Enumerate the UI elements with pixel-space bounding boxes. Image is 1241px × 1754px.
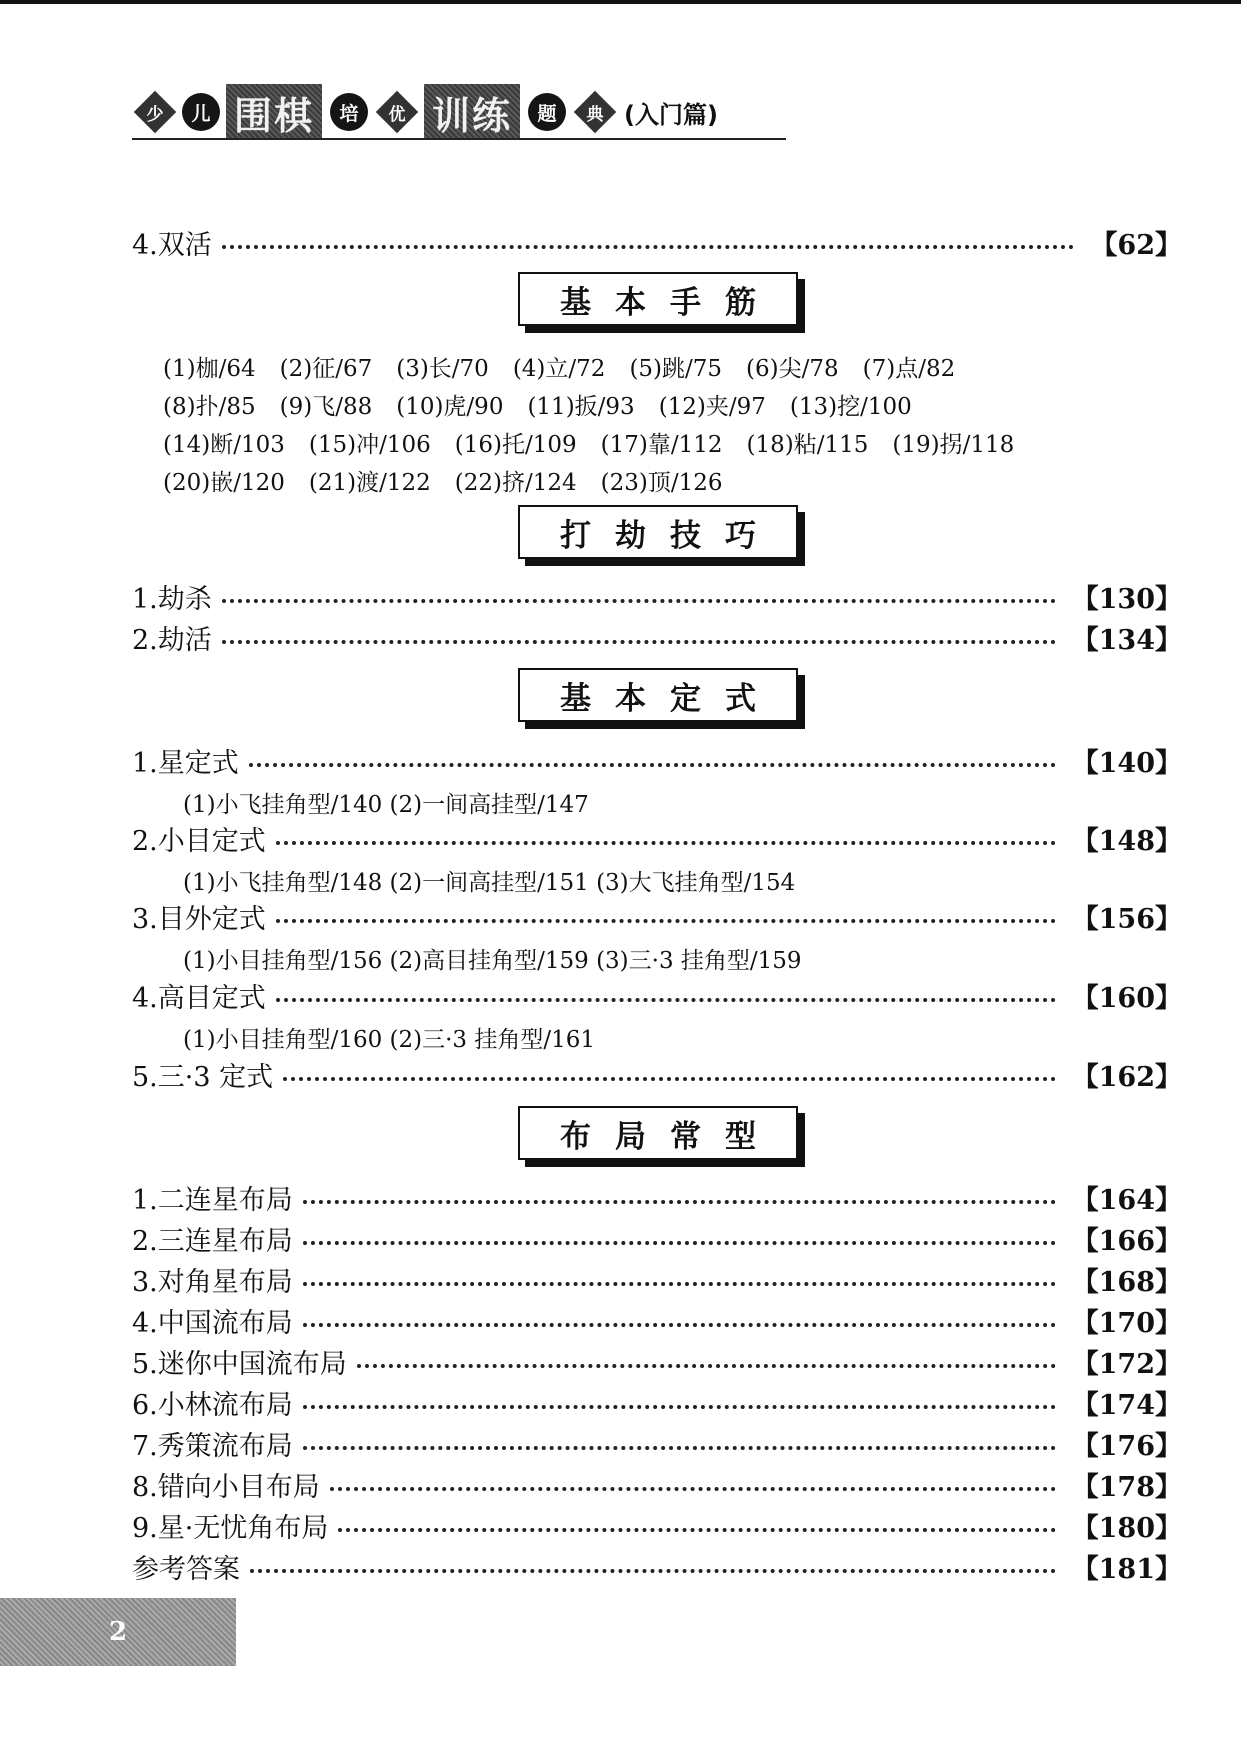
toc-entry-page: 【166】 — [1071, 1225, 1182, 1257]
toc-entry-page: 【130】 — [1071, 583, 1182, 615]
header-circle-badge: 题 — [528, 93, 566, 131]
toc-entry-page: 【168】 — [1071, 1266, 1182, 1298]
toc-subentry[interactable]: (1)小目挂角型/160 (2)三·3 挂角型/161 — [183, 1027, 596, 1053]
tesuji-item[interactable]: (21)渡/122 — [308, 470, 431, 496]
dot-leader — [303, 1241, 1056, 1245]
tesuji-row — [163, 464, 747, 497]
toc-entry[interactable] — [132, 1341, 1182, 1381]
toc-entry[interactable] — [132, 1259, 1182, 1299]
toc-entry-title: 7.秀策流布局 — [132, 1430, 293, 1462]
tesuji-item[interactable]: (12)夹/97 — [658, 394, 766, 420]
toc-entry-title: 2.三连星布局 — [132, 1225, 293, 1257]
header-subtitle: (入门篇) — [624, 100, 718, 129]
toc-entry[interactable] — [132, 222, 1182, 262]
toc-entry-title: 1.星定式 — [132, 747, 239, 779]
toc-entry-title: 4.双活 — [132, 229, 212, 261]
top-border-line — [0, 0, 1241, 4]
tesuji-item[interactable]: (23)顶/126 — [600, 470, 723, 496]
tesuji-item[interactable]: (4)立/72 — [512, 356, 606, 382]
toc-entry[interactable] — [132, 1218, 1182, 1258]
toc-entry-title: 1.劫杀 — [132, 583, 212, 615]
dot-leader — [357, 1364, 1056, 1368]
toc-entry-page: 【164】 — [1071, 1184, 1182, 1216]
toc-entry[interactable] — [132, 1423, 1182, 1463]
toc-entry[interactable] — [132, 1505, 1182, 1545]
dot-leader — [303, 1200, 1056, 1204]
toc-entry-title: 5.迷你中国流布局 — [132, 1348, 347, 1380]
dot-leader — [303, 1282, 1056, 1286]
section-title-box — [518, 272, 798, 326]
header-diamond-badge — [376, 91, 418, 133]
toc-entry-page: 【178】 — [1071, 1471, 1182, 1503]
tesuji-item[interactable]: (14)断/103 — [163, 432, 285, 458]
toc-subentry[interactable]: (1)小飞挂角型/148 (2)一间高挂型/151 (3)大飞挂角型/154 — [183, 870, 796, 896]
toc-entry-page: 【140】 — [1071, 747, 1182, 779]
dot-leader — [222, 599, 1056, 603]
toc-entry-page: 【162】 — [1071, 1061, 1182, 1093]
dot-leader — [303, 1405, 1056, 1409]
toc-entry-page: 【160】 — [1071, 982, 1182, 1014]
tesuji-item[interactable]: (10)虎/90 — [396, 394, 504, 420]
dot-leader — [303, 1446, 1056, 1450]
toc-entry-page: 【62】 — [1090, 229, 1182, 261]
toc-entry-page: 【170】 — [1071, 1307, 1182, 1339]
toc-entry-page: 【176】 — [1071, 1430, 1182, 1462]
tesuji-item[interactable]: (9)飞/88 — [279, 394, 373, 420]
tesuji-item[interactable]: (8)扑/85 — [163, 394, 256, 420]
toc-entry[interactable] — [132, 1300, 1182, 1340]
toc-entry-page: 【180】 — [1071, 1512, 1182, 1544]
header-char-dian: 典 — [586, 104, 604, 125]
toc-entry-page: 【134】 — [1071, 624, 1182, 656]
tesuji-item[interactable]: (3)长/70 — [396, 356, 489, 382]
toc-entry-title: 4.中国流布局 — [132, 1307, 293, 1339]
tesuji-row — [163, 388, 936, 421]
toc-entry[interactable] — [132, 576, 1182, 616]
toc-entry[interactable] — [132, 1382, 1182, 1422]
tesuji-item[interactable]: (19)拐/118 — [892, 432, 1015, 458]
section-title: 打劫技巧 — [560, 517, 780, 554]
header-char-shao: 少 — [146, 104, 164, 125]
dot-leader — [276, 998, 1056, 1002]
tesuji-item[interactable]: (11)扳/93 — [527, 394, 635, 420]
toc-entry-title: 6.小林流布局 — [132, 1389, 293, 1421]
toc-entry-page: 【148】 — [1071, 825, 1182, 857]
dot-leader — [250, 1569, 1056, 1573]
dot-leader — [303, 1323, 1056, 1327]
toc-entry-title: 2.小目定式 — [132, 825, 266, 857]
toc-entry[interactable] — [132, 740, 1182, 780]
toc-entry-title: 3.对角星布局 — [132, 1266, 293, 1298]
tesuji-item[interactable]: (5)跳/75 — [629, 356, 723, 382]
page-number-tab — [0, 1598, 236, 1666]
tesuji-row — [163, 350, 979, 383]
toc-entry[interactable] — [132, 1464, 1182, 1504]
toc-entry-title: 参考答案 — [132, 1553, 240, 1585]
header-block-weiqi: 围棋 — [226, 84, 322, 140]
toc-entry-page: 【181】 — [1071, 1553, 1182, 1585]
tesuji-item[interactable]: (22)挤/124 — [454, 470, 577, 496]
section-title-box — [518, 1106, 798, 1160]
toc-entry-title: 2.劫活 — [132, 624, 212, 656]
toc-subentry[interactable]: (1)小目挂角型/156 (2)高目挂角型/159 (3)三·3 挂角型/159 — [183, 948, 802, 974]
tesuji-item[interactable]: (16)托/109 — [454, 432, 577, 458]
tesuji-item[interactable]: (15)冲/106 — [308, 432, 431, 458]
toc-entry[interactable] — [132, 1054, 1182, 1094]
tesuji-item[interactable]: (6)尖/78 — [746, 356, 839, 382]
section-title: 基本定式 — [560, 680, 780, 717]
toc-entry-title: 8.错向小目布局 — [132, 1471, 320, 1503]
tesuji-item[interactable]: (17)靠/112 — [600, 432, 723, 458]
toc-entry-page: 【174】 — [1071, 1389, 1182, 1421]
toc-entry-page: 【172】 — [1071, 1348, 1182, 1380]
dot-leader — [222, 245, 1075, 249]
tesuji-item[interactable]: (7)点/82 — [862, 356, 956, 382]
dot-leader — [283, 1077, 1056, 1081]
tesuji-item[interactable]: (18)粘/115 — [746, 432, 869, 458]
section-title-box — [518, 505, 798, 559]
section-title: 布局常型 — [560, 1118, 780, 1155]
header-circle-badge: 儿 — [182, 93, 220, 131]
book-header — [132, 84, 718, 140]
toc-entry-title: 1.二连星布局 — [132, 1184, 293, 1216]
dot-leader — [222, 640, 1056, 644]
dot-leader — [338, 1528, 1055, 1532]
toc-entry[interactable] — [132, 818, 1182, 858]
page-number: 2 — [108, 1617, 128, 1647]
header-block-xunlian: 训练 — [424, 84, 520, 140]
section-title-box — [518, 668, 798, 722]
tesuji-item[interactable]: (1)枷/64 — [163, 356, 256, 382]
toc-entry[interactable] — [132, 1546, 1182, 1586]
dot-leader — [249, 763, 1056, 767]
toc-entry[interactable] — [132, 975, 1182, 1015]
header-circle-badge: 培 — [330, 93, 368, 131]
toc-entry-title: 5.三·3 定式 — [132, 1061, 274, 1093]
tesuji-item[interactable]: (13)挖/100 — [789, 394, 912, 420]
toc-entry-title: 9.星·无忧角布局 — [132, 1512, 329, 1544]
dot-leader — [276, 919, 1056, 923]
header-diamond-badge — [574, 91, 616, 133]
toc-entry[interactable] — [132, 1177, 1182, 1217]
dot-leader — [330, 1487, 1056, 1491]
toc-entry-title: 4.高目定式 — [132, 982, 266, 1014]
toc-entry[interactable] — [132, 896, 1182, 936]
dot-leader — [276, 841, 1056, 845]
toc-entry-page: 【156】 — [1071, 903, 1182, 935]
toc-entry[interactable] — [132, 617, 1182, 657]
tesuji-row — [163, 426, 1038, 459]
header-char-you: 优 — [388, 104, 406, 125]
tesuji-item[interactable]: (2)征/67 — [279, 356, 373, 382]
toc-subentry[interactable]: (1)小飞挂角型/140 (2)一间高挂型/147 — [183, 792, 589, 818]
toc-entry-title: 3.目外定式 — [132, 903, 266, 935]
header-rule — [132, 138, 786, 140]
tesuji-item[interactable]: (20)嵌/120 — [163, 470, 285, 496]
header-diamond-badge — [134, 91, 176, 133]
section-title: 基本手筋 — [560, 284, 780, 321]
